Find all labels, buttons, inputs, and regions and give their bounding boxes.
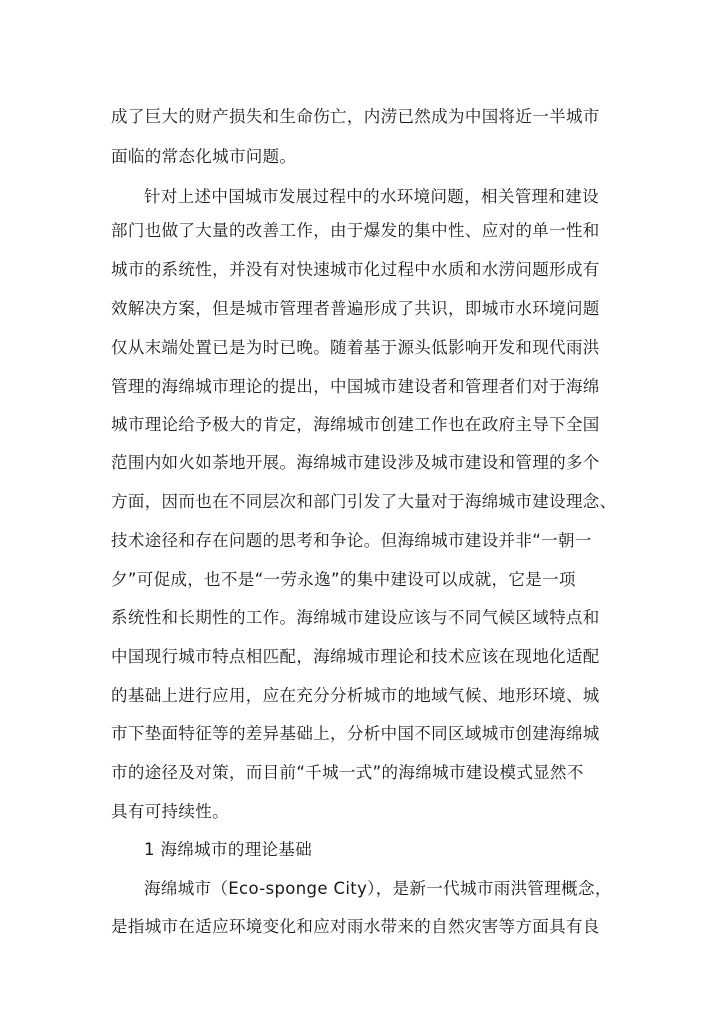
paragraph-line: 效解决方案，但是城市管理者普遍形成了共识，即城市水环境问题 xyxy=(111,299,600,318)
paragraph-line: 系统性和长期性的工作。海绵城市建设应该与不同气候区域特点和 xyxy=(111,608,600,627)
paragraph-line: 管理的海绵城市理论的提出，中国城市建设者和管理者们对于海绵 xyxy=(111,377,600,396)
paragraph-line: 方面，因而也在不同层次和部门引发了大量对于海绵城市建设理念、 xyxy=(111,492,617,511)
paragraph-line: 具有可持续性。 xyxy=(111,802,229,821)
paragraph-line: 成了巨大的财产损失和生命伤亡，内涝已然成为中国将近一半城市 xyxy=(111,107,600,126)
paragraph-line: 是指城市在适应环境变化和应对雨水带来的自然灾害等方面具有良 xyxy=(111,917,600,936)
paragraph-line: 部门也做了大量的改善工作，由于爆发的集中性、应对的单一性和 xyxy=(111,221,600,240)
paragraph-line: 技术途径和存在问题的思考和争论。但海绵城市建设并非“一朝一 xyxy=(111,531,592,550)
paragraph-line: 仅从末端处置已是为时已晚。随着基于源头低影响开发和现代雨洪 xyxy=(111,338,600,357)
paragraph-line: 海绵城市（Eco-sponge City），是新一代城市雨洪管理概念， xyxy=(144,879,612,898)
paragraph-line: 市的途径及对策，而目前“千城一式”的海绵城市建设模式显然不 xyxy=(111,763,584,782)
paragraph-line: 面临的常态化城市问题。 xyxy=(111,147,297,166)
paragraph-line: 范围内如火如荼地开展。海绵城市建设涉及城市建设和管理的多个 xyxy=(111,453,600,472)
paragraph-line: 中国现行城市特点相匹配，海绵城市理论和技术应该在现地化适配 xyxy=(111,647,600,666)
section-heading: 1 海绵城市的理论基础 xyxy=(144,840,313,859)
paragraph-line: 针对上述中国城市发展过程中的水环境问题，相关管理和建设 xyxy=(144,187,599,206)
paragraph-line: 夕”可促成，也不是“一劳永逸”的集中建设可以成就，它是一项 xyxy=(111,570,576,589)
paragraph-line: 市下垫面特征等的差异基础上，分析中国不同区域城市创建海绵城 xyxy=(111,724,600,743)
paragraph-line: 城市理论给予极大的肯定，海绵城市创建工作也在政府主导下全国 xyxy=(111,415,600,434)
paragraph-line: 城市的系统性，并没有对快速城市化过程中水质和水涝问题形成有 xyxy=(111,260,600,279)
paragraph-line: 的基础上进行应用，应在充分分析城市的地域气候、地形环境、城 xyxy=(111,686,600,705)
